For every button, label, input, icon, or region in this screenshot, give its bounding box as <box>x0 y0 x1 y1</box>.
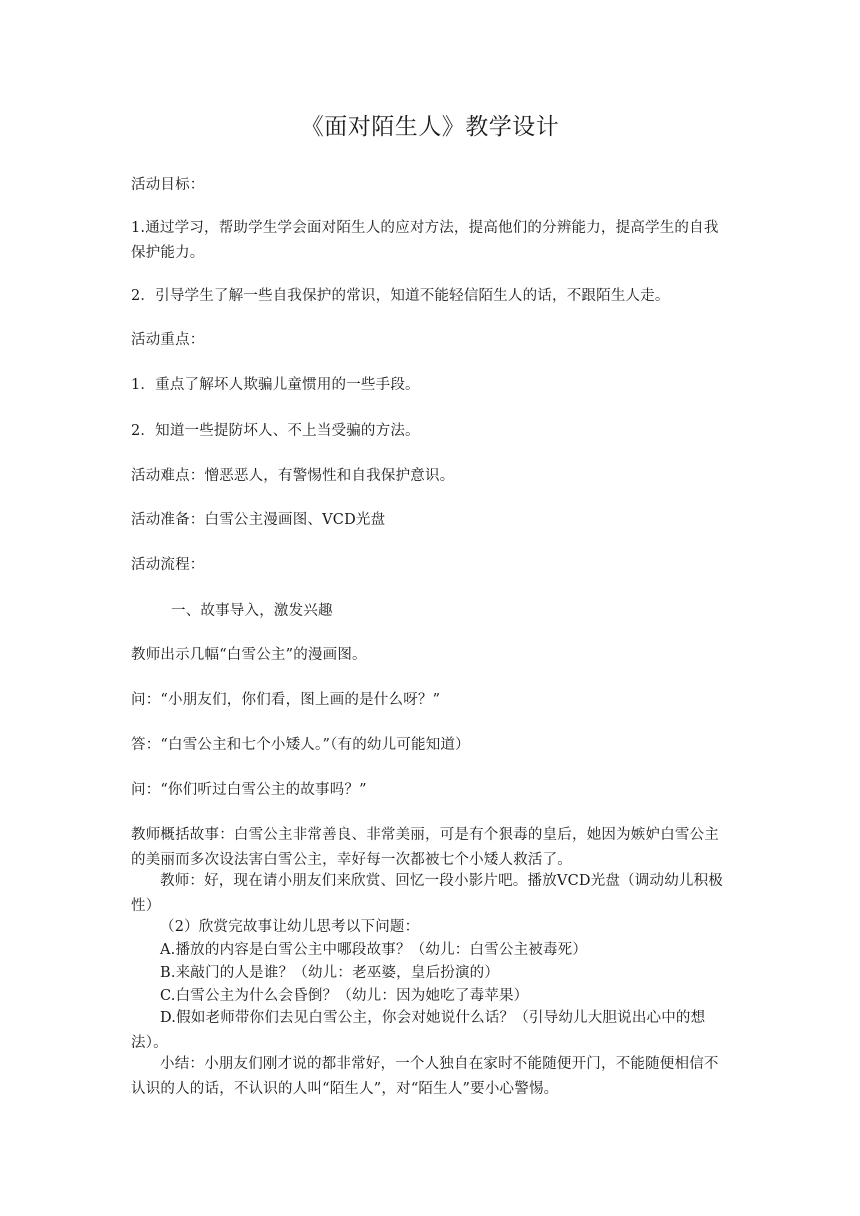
think-question-d: D.假如老师带你们去见白雪公主，你会对她说什么话？（引导幼儿大胆说出心中的想法）。 <box>131 1010 706 1051</box>
question-2: 问：“你们听过白雪公主的故事吗？” <box>131 782 367 798</box>
teacher-show-paragraph: 教师出示几幅“白雪公主”的漫画图。 <box>131 647 367 663</box>
story-summary-paragraph: 教师概括故事：白雪公主非常善良、非常美丽，可是有个狠毒的皇后，她因为嫉妒白雪公主的美丽而多次设法害白雪公主，幸好每一次都被七个小矮人救活了。 <box>131 827 719 868</box>
focus-2: 2．知道一些提防坏人、不上当受骗的方法。 <box>131 423 420 439</box>
think-intro: （2）欣赏完故事让幼儿思考以下问题： <box>160 919 420 935</box>
document-title: 《面对陌生人》教学设计 <box>300 114 560 140</box>
section-1-heading: 一、故事导入，激发兴趣 <box>171 603 333 619</box>
difficulty-paragraph: 活动难点：憎恶恶人，有警惕性和自我保护意识。 <box>131 468 455 484</box>
think-question-a: A.播放的内容是白雪公主中哪段故事？（幼儿：白雪公主被毒死） <box>160 942 588 958</box>
answer-1: 答：“白雪公主和七个小矮人。”（有的幼儿可能知道） <box>131 737 470 753</box>
focus-1: 1．重点了解坏人欺骗儿童惯用的一些手段。 <box>131 377 420 393</box>
think-question-c: C.白雪公主为什么会昏倒？（幼儿：因为她吃了毒苹果） <box>160 988 529 1004</box>
objective-1: 1.通过学习，帮助学生学会面对陌生人的应对方法，提高他们的分辨能力，提高学生的自我保护能力。 <box>131 220 719 261</box>
objectives-heading: 活动目标： <box>131 177 205 193</box>
question-1: 问：“小朋友们，你们看，图上画的是什么呀？” <box>131 692 441 708</box>
preparation-paragraph: 活动准备：白雪公主漫画图、VCD光盘 <box>131 512 386 528</box>
teacher-play-paragraph: 教师：好，现在请小朋友们来欣赏、回忆一段小影片吧。播放VCD光盘（调动幼儿积极性） <box>131 873 723 914</box>
summary-paragraph: 小结：小朋友们刚才说的都非常好，一个人独自在家时不能随便开门，不能随便相信不认识的人的话，不认识的人叫“陌生人”，对“陌生人”要小心警惕。 <box>131 1056 719 1097</box>
process-heading: 活动流程： <box>131 557 205 573</box>
focus-heading: 活动重点： <box>131 332 205 348</box>
objective-2: 2．引导学生了解一些自我保护的常识，知道不能轻信陌生人的话，不跟陌生人走。 <box>131 288 670 304</box>
think-question-b: B.来敲门的人是谁？（幼儿：老巫婆，皇后扮演的） <box>160 965 500 981</box>
